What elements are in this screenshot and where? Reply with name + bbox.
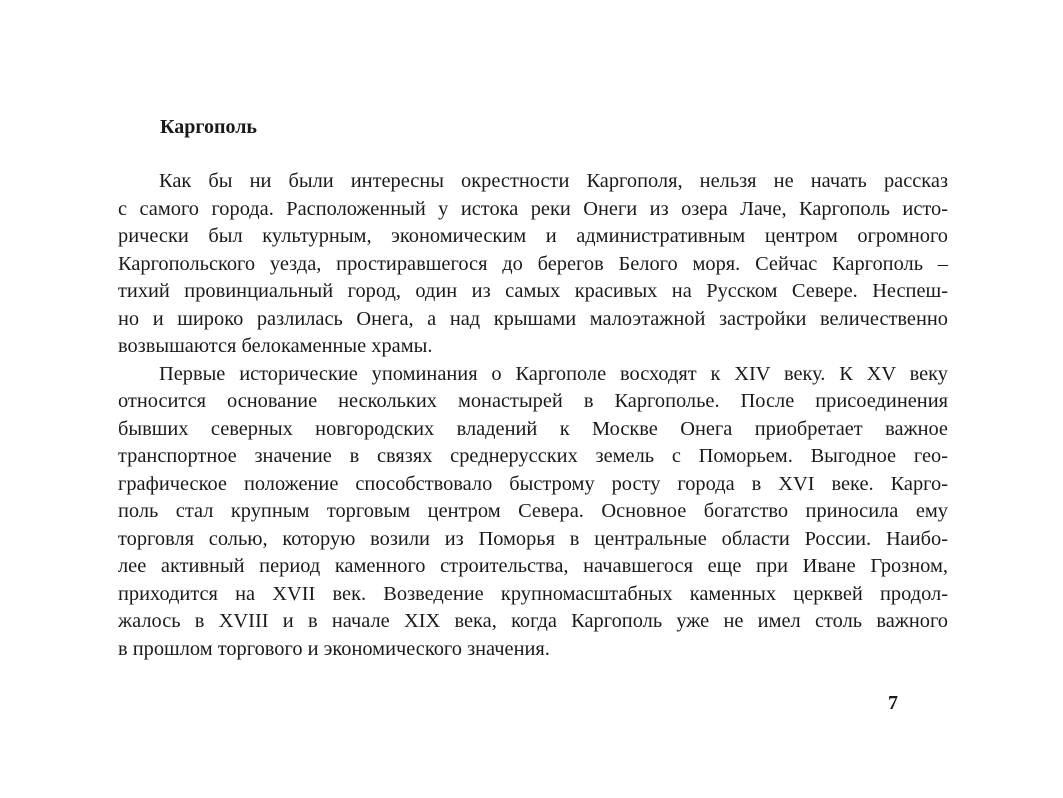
page-number: 7 [888,692,898,714]
text-line: с самого города. Расположенный у истока реки Онеги из озера Лаче, Каргополь исто- [118,197,948,220]
text-line: поль стал крупным торговым центром Севера. Основное богатство приносила ему [118,500,948,522]
text-line: бывших северных новгородских владений к Москве Онега приобретает важное [118,417,948,440]
text-line: Как бы ни были интересны окрестности Каргополя, нельзя не начать рассказ [159,170,948,192]
text-line: возвышаются белокаменные храмы. [118,335,433,357]
text-line: в прошлом торгового и экономического значения. [118,637,550,660]
section-heading: Каргополь [160,116,258,138]
paragraph-2 [118,361,948,664]
text-line: графическое положение способствовало быстрому росту города в XVI веке. Карго- [118,472,948,495]
text-line: Каргопольского уезда, простиравшегося до берегов Белого моря. Сейчас Каргополь – [118,252,948,275]
text-line: но и широко разлилась Онега, а над крышами малоэтажной застройки величественно [118,307,948,330]
text-line: Первые исторические упоминания о Каргополе восходят к XIV веку. К XV веку [159,362,948,385]
text-line: тихий провинциальный город, один из самых красивых на Русском Севере. Неспеш- [118,280,948,302]
text-line: лее активный период каменного строительства, начавшегося еще при Иване Грозном, [118,555,948,577]
paragraph-1 [118,168,948,361]
text-line: транспортное значение в связях среднерусских земель с Поморьем. Выгодное гео- [118,445,948,467]
text-line: рически был культурным, экономическим и административным центром огромного [118,225,948,247]
body-text [118,168,948,663]
text-line: торговля солью, которую возили из Поморья в центральные области России. Наибо- [118,527,948,550]
text-line: приходится на XVII век. Возведение крупномасштабных каменных церквей продол- [118,582,948,605]
text-line: жалось в XVIII и в начале XIX века, когда Каргополь уже не имел столь важного [118,610,948,632]
text-line: относится основание нескольких монастырей в Каргополье. После присоединения [118,390,948,412]
